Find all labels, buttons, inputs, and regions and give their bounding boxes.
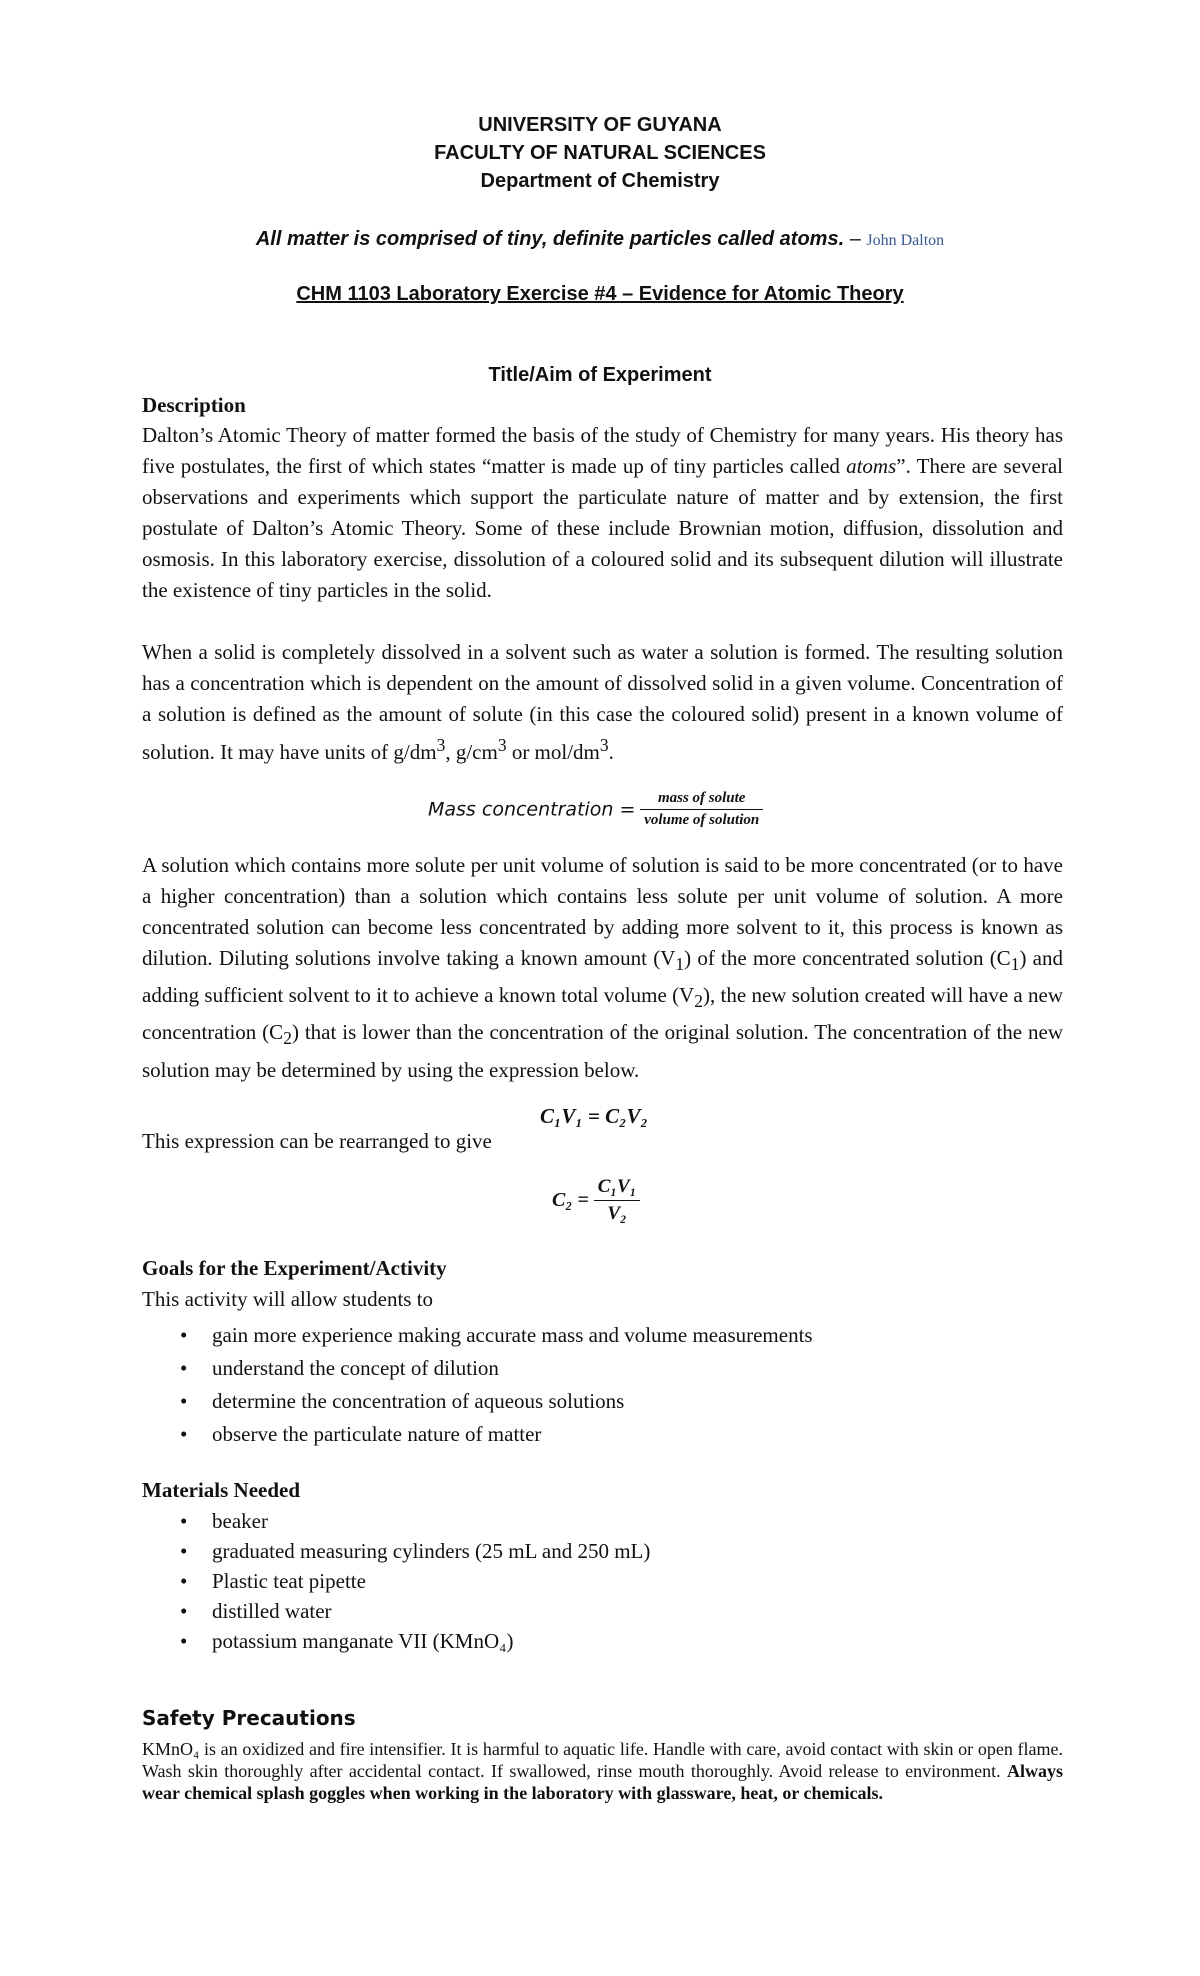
p3-text-c: ) and adding sufficient solvent to it to achieve a known total volume (V xyxy=(142,946,1063,1008)
description-paragraph-3 xyxy=(142,850,1063,1086)
goals-heading: Goals for the Experiment/Activity xyxy=(142,1256,447,1280)
material-item-text: distilled water xyxy=(212,1599,332,1623)
p3-text-a: A solution which contains more solute per unit volume of solution is said to be more concentrated (or to have a higher concentration) than a solution which contains less solute per unit volume of solution. A more concentrated solution can become less concentrated by adding more solvent to it, this process is known as dilution. Diluting solutions involve taking a known amount (V xyxy=(142,853,1063,970)
dalton-quote xyxy=(0,228,1200,251)
sub-1-b: 1 xyxy=(1010,954,1020,975)
material-item-text: potassium manganate VII (KMnO₄) xyxy=(212,1629,514,1653)
list-item xyxy=(142,1506,650,1536)
list-item xyxy=(142,1596,650,1626)
list-item xyxy=(142,1352,813,1385)
aim-title: Title/Aim of Experiment xyxy=(488,364,712,386)
bullet-icon: • xyxy=(180,1599,188,1623)
eq2-numerator: C₁V₁ xyxy=(594,1176,641,1201)
bullet-icon: • xyxy=(180,1356,188,1380)
material-item-text: beaker xyxy=(212,1509,268,1533)
mass-conc-denominator: volume of solution xyxy=(644,812,760,828)
goals-intro: This activity will allow students to xyxy=(142,1287,434,1311)
list-item xyxy=(142,1385,813,1418)
list-item xyxy=(142,1566,650,1596)
p2-text-c: or mol/dm xyxy=(506,740,600,764)
materials-list xyxy=(142,1506,650,1656)
bullet-icon: • xyxy=(180,1629,188,1653)
sup-3-b: 3 xyxy=(497,735,507,755)
sup-3-a: 3 xyxy=(436,735,446,755)
p1-text-b: ”. There are several observations and experiments which support the particulate nature of matter and by extension, the first postulate of Dalton’s Atomic Theory. Some of these include Brownian motion, diffusion, dissolution and osmosis. In this laboratory exercise, dissolution of a coloured solid and its subsequent dilution will illustrate the existence of tiny particles in the solid. xyxy=(142,454,1063,602)
materials-heading: Materials Needed xyxy=(142,1478,301,1502)
sub-1-a: 1 xyxy=(675,954,685,975)
goal-item-text: understand the concept of dilution xyxy=(212,1356,499,1380)
p3-text-e: ) that is lower than the concentration of the original solution. The concentration of the new solution may be determined by using the expression below. xyxy=(142,1020,1063,1082)
sup-3-c: 3 xyxy=(599,735,609,755)
p1-atoms-emphasis: atoms xyxy=(846,454,897,478)
mass-conc-fraction xyxy=(640,790,763,829)
p1-text-a: Dalton’s Atomic Theory of matter formed the basis of the study of Chemistry for many years. His theory has five postulates, the first of which states “matter is made up of tiny particles called xyxy=(142,423,1063,478)
safety-text: KMnO₄ is an oxidized and fire intensifier. It is harmful to aquatic life. Handle with care, avoid contact with skin or open flame. Wash skin thoroughly after accidental contact. If swallowed, rinse mouth thoroughly. Avoid release to environment. xyxy=(142,1739,1063,1781)
eq2-denominator: V₂ xyxy=(607,1203,627,1224)
bullet-icon: • xyxy=(180,1389,188,1413)
lab-exercise-title: CHM 1103 Laboratory Exercise #4 – Evidence for Atomic Theory xyxy=(296,283,904,305)
description-heading: Description xyxy=(142,393,246,417)
description-paragraph-1 xyxy=(142,420,1063,606)
mass-conc-numerator: mass of solute xyxy=(640,790,763,810)
goal-item-text: gain more experience making accurate mass and volume measurements xyxy=(212,1323,813,1347)
material-item-text: Plastic teat pipette xyxy=(212,1569,366,1593)
goal-item-text: determine the concentration of aqueous solutions xyxy=(212,1389,625,1413)
list-item xyxy=(142,1319,813,1352)
goals-list xyxy=(142,1319,813,1451)
p3-text-d: ), the new solution created will have a new concentration (C xyxy=(142,983,1064,1045)
university-name: UNIVERSITY OF GUYANA xyxy=(478,114,722,136)
sub-2-b: 2 xyxy=(283,1028,292,1049)
p2-text-b: , g/cm xyxy=(445,740,498,764)
material-item-text: graduated measuring cylinders (25 mL and 250 mL) xyxy=(212,1539,651,1563)
mass-conc-label: Mass concentration = xyxy=(428,798,636,821)
p2-text-a: When a solid is completely dissolved in a solvent such as water a solution is formed. The resulting solution has a concentration which is dependent on the amount of dissolved solid in a given volume. Concentration of a solution is defined as the amount of solute (in this case the coloured solid) present in a known volume of solution. It may have units of g/dm xyxy=(142,640,1063,764)
bullet-icon: • xyxy=(180,1569,188,1593)
list-item xyxy=(142,1418,813,1451)
goal-item-text: observe the particulate nature of matter xyxy=(212,1422,542,1446)
p3-text-b: ) of the more concentrated solution (C xyxy=(684,946,1011,970)
department-name: Department of Chemistry xyxy=(480,170,720,192)
quote-dash: – xyxy=(844,228,867,250)
quote-author: John Dalton xyxy=(866,232,945,249)
eq2-fraction xyxy=(594,1176,641,1225)
safety-heading: Safety Precautions xyxy=(142,1706,356,1730)
list-item xyxy=(142,1626,650,1656)
sub-2-a: 2 xyxy=(694,991,703,1012)
quote-text: All matter is comprised of tiny, definite particles called atoms. xyxy=(255,228,845,250)
rearranged-equation xyxy=(552,1176,640,1225)
safety-warning-bold: Always wear chemical splash goggles when working in the laboratory with glassware, heat, or chemicals. xyxy=(142,1761,1063,1803)
faculty-name: FACULTY OF NATURAL SCIENCES xyxy=(434,142,766,164)
bullet-icon: • xyxy=(180,1323,188,1347)
bullet-icon: • xyxy=(180,1539,188,1563)
dilution-equation: C₁V₁ = C₂V₂ xyxy=(540,1104,648,1128)
p2-text-d: . xyxy=(608,740,614,764)
rearrange-text: This expression can be rearranged to give xyxy=(142,1129,492,1153)
list-item xyxy=(142,1536,650,1566)
description-paragraph-2 xyxy=(142,637,1063,768)
bullet-icon: • xyxy=(180,1509,188,1533)
eq2-lhs: C₂ = xyxy=(552,1189,589,1211)
mass-concentration-formula xyxy=(428,790,763,829)
bullet-icon: • xyxy=(180,1422,188,1446)
safety-paragraph xyxy=(142,1738,1063,1804)
